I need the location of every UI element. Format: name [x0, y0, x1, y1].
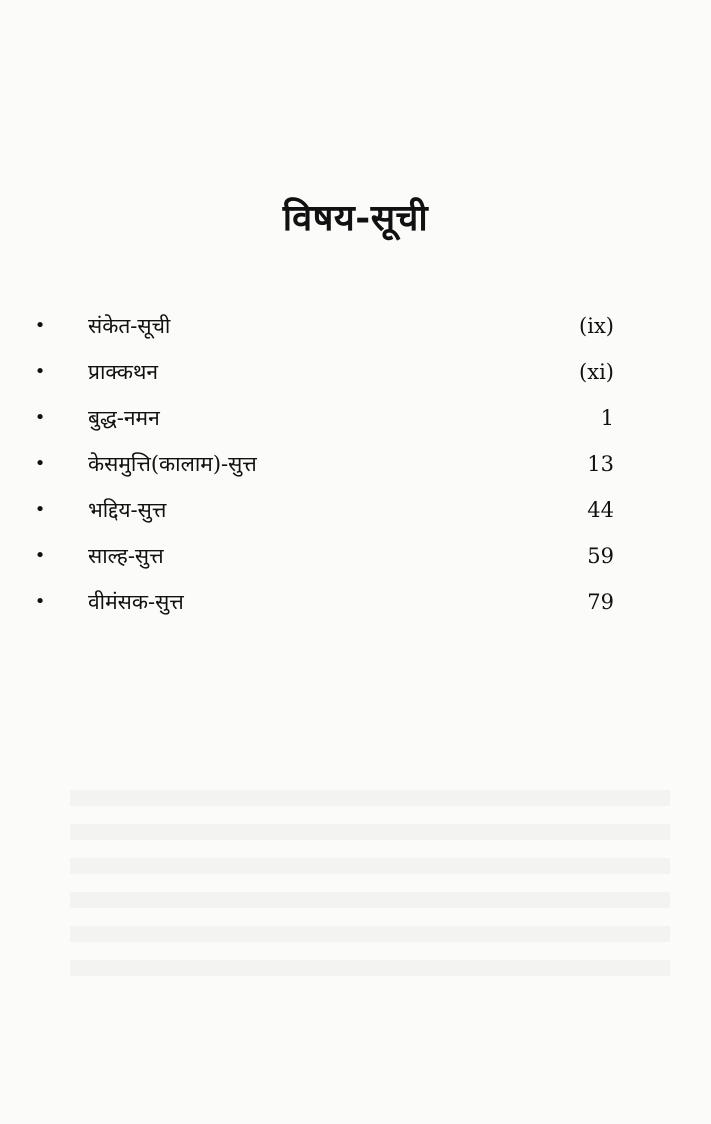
toc-entry-title: वीमंसक-सुत्त: [88, 590, 184, 614]
toc-entry-page: 13: [587, 452, 614, 476]
bullet-icon: •: [34, 361, 46, 382]
toc-entry-title: भद्दिय-सुत्त: [88, 498, 167, 522]
toc-entry-page: 1: [600, 406, 614, 430]
toc-entry-page: 44: [587, 498, 614, 522]
toc-entry-title: साल्ह-सुत्त: [88, 544, 164, 568]
bullet-icon: •: [34, 407, 46, 428]
toc-row: [34, 358, 614, 404]
toc-row: [34, 496, 614, 542]
toc-row: [34, 588, 614, 634]
bullet-icon: •: [34, 315, 46, 336]
toc-entry-page: 79: [587, 590, 614, 614]
toc-entry-title: प्राक्कथन: [88, 360, 159, 384]
bullet-icon: •: [34, 453, 46, 474]
table-of-contents: [34, 312, 614, 634]
toc-entry-title: केसमुत्ति(कालाम)-सुत्त: [88, 452, 257, 476]
bullet-icon: •: [34, 499, 46, 520]
toc-entry-page: 59: [587, 544, 614, 568]
bullet-icon: •: [34, 591, 46, 612]
toc-row: [34, 312, 614, 358]
toc-entry-page: (xi): [579, 360, 614, 384]
toc-row: [34, 542, 614, 588]
show-through-text-shadow: [70, 790, 670, 990]
toc-row: [34, 404, 614, 450]
toc-entry-title: संकेत-सूची: [88, 314, 171, 338]
page-title: विषय-सूची: [282, 197, 429, 239]
toc-entry-page: (ix): [579, 314, 614, 338]
toc-row: [34, 450, 614, 496]
toc-entry-title: बुद्ध-नमन: [88, 406, 160, 430]
bullet-icon: •: [34, 545, 46, 566]
